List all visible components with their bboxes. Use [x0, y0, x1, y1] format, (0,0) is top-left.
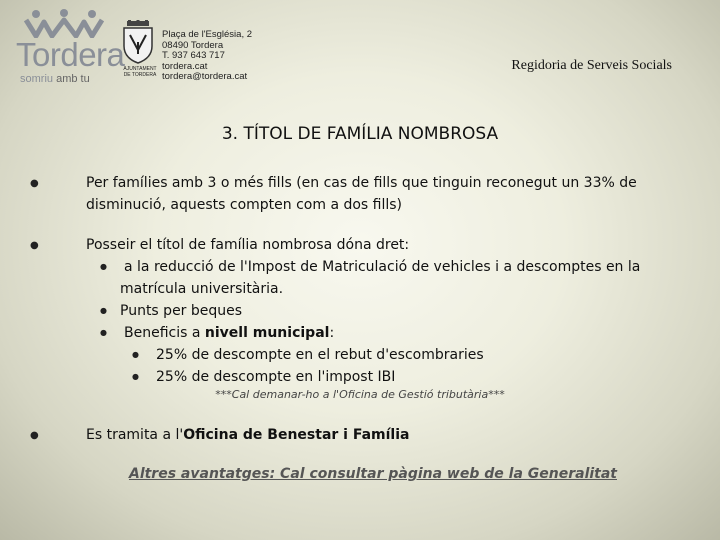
bullet1-line1: Per famílies amb 3 o més fills (en cas de fills que tinguin reconegut un 33% de	[86, 175, 637, 191]
logo-tagline	[20, 74, 90, 85]
bullet2-sub1-line1: a la reducció de l'Impost de Matriculació de vehicles i a descomptes en la	[124, 259, 641, 275]
sub-bullet-dot: ●	[100, 328, 107, 337]
bullet2-sub3-prefix: Beneficis a	[124, 325, 205, 341]
bullet3-prefix: Es tramita a l'	[86, 427, 184, 443]
address-line: 08490 Tordera	[162, 39, 224, 51]
bullet2-subsub2: 25% de descompte en l'impost IBI	[156, 369, 396, 385]
crest-caption-line-1: AJUNTAMENT	[123, 66, 157, 72]
logo-tagline-b: amb tu	[56, 73, 90, 85]
tordera-logo	[14, 8, 125, 85]
bullet2-sub3-bold: nivell municipal	[204, 325, 330, 341]
tax-office-note: ***Cal demanar-ho a l'Oficina de Gestió tributària***	[215, 388, 505, 401]
logo-name: Tordera	[16, 36, 125, 73]
sub-sub-bullet-dot: ●	[132, 372, 139, 381]
municipal-crest	[120, 20, 156, 80]
bullet3-line	[86, 424, 409, 446]
bullet2-subsub1: 25% de descompte en el rebut d'escombraries	[156, 347, 484, 363]
logo-tagline-a: somriu	[20, 73, 54, 85]
bullet3-bold: Oficina de Benestar i Família	[183, 427, 410, 443]
crest-icon	[120, 20, 156, 64]
address-line: Plaça de l'Església, 2	[162, 29, 253, 40]
bullet2-sub1-line2: matrícula universitària.	[120, 281, 284, 297]
bullet2-line1: Posseir el títol de família nombrosa dóna dret:	[86, 237, 410, 253]
crest-caption-line-2: DE TORDERA	[123, 72, 157, 78]
address-phone: T. 937 643 717	[162, 50, 225, 61]
bullet-dot: ●	[30, 430, 39, 441]
address-email: tordera@tordera.cat	[162, 71, 248, 82]
sub-bullet-dot: ●	[100, 262, 107, 271]
address-block	[162, 30, 252, 83]
generalitat-link[interactable]: Altres avantatges: Cal consultar pàgina web de la Generalitat	[128, 466, 617, 482]
tordera-logo-mark	[24, 8, 104, 38]
bullet2-sub3-suffix: :	[329, 325, 335, 341]
department-name: Regidoria de Serveis Socials	[511, 58, 672, 73]
bullet-dot: ●	[30, 178, 39, 189]
bullet-dot: ●	[30, 240, 39, 251]
crest-caption	[120, 66, 160, 78]
bullet2-sub3	[124, 322, 334, 344]
page-title: 3. TÍTOL DE FAMÍLIA NOMBROSA	[221, 124, 499, 144]
bullet2-sub2: Punts per beques	[120, 303, 243, 319]
sub-bullet-dot: ●	[100, 306, 107, 315]
address-website: tordera.cat	[162, 60, 208, 72]
bullet1-line2: disminució, aquests compten com a dos fills)	[86, 197, 403, 213]
sub-sub-bullet-dot: ●	[132, 350, 139, 359]
